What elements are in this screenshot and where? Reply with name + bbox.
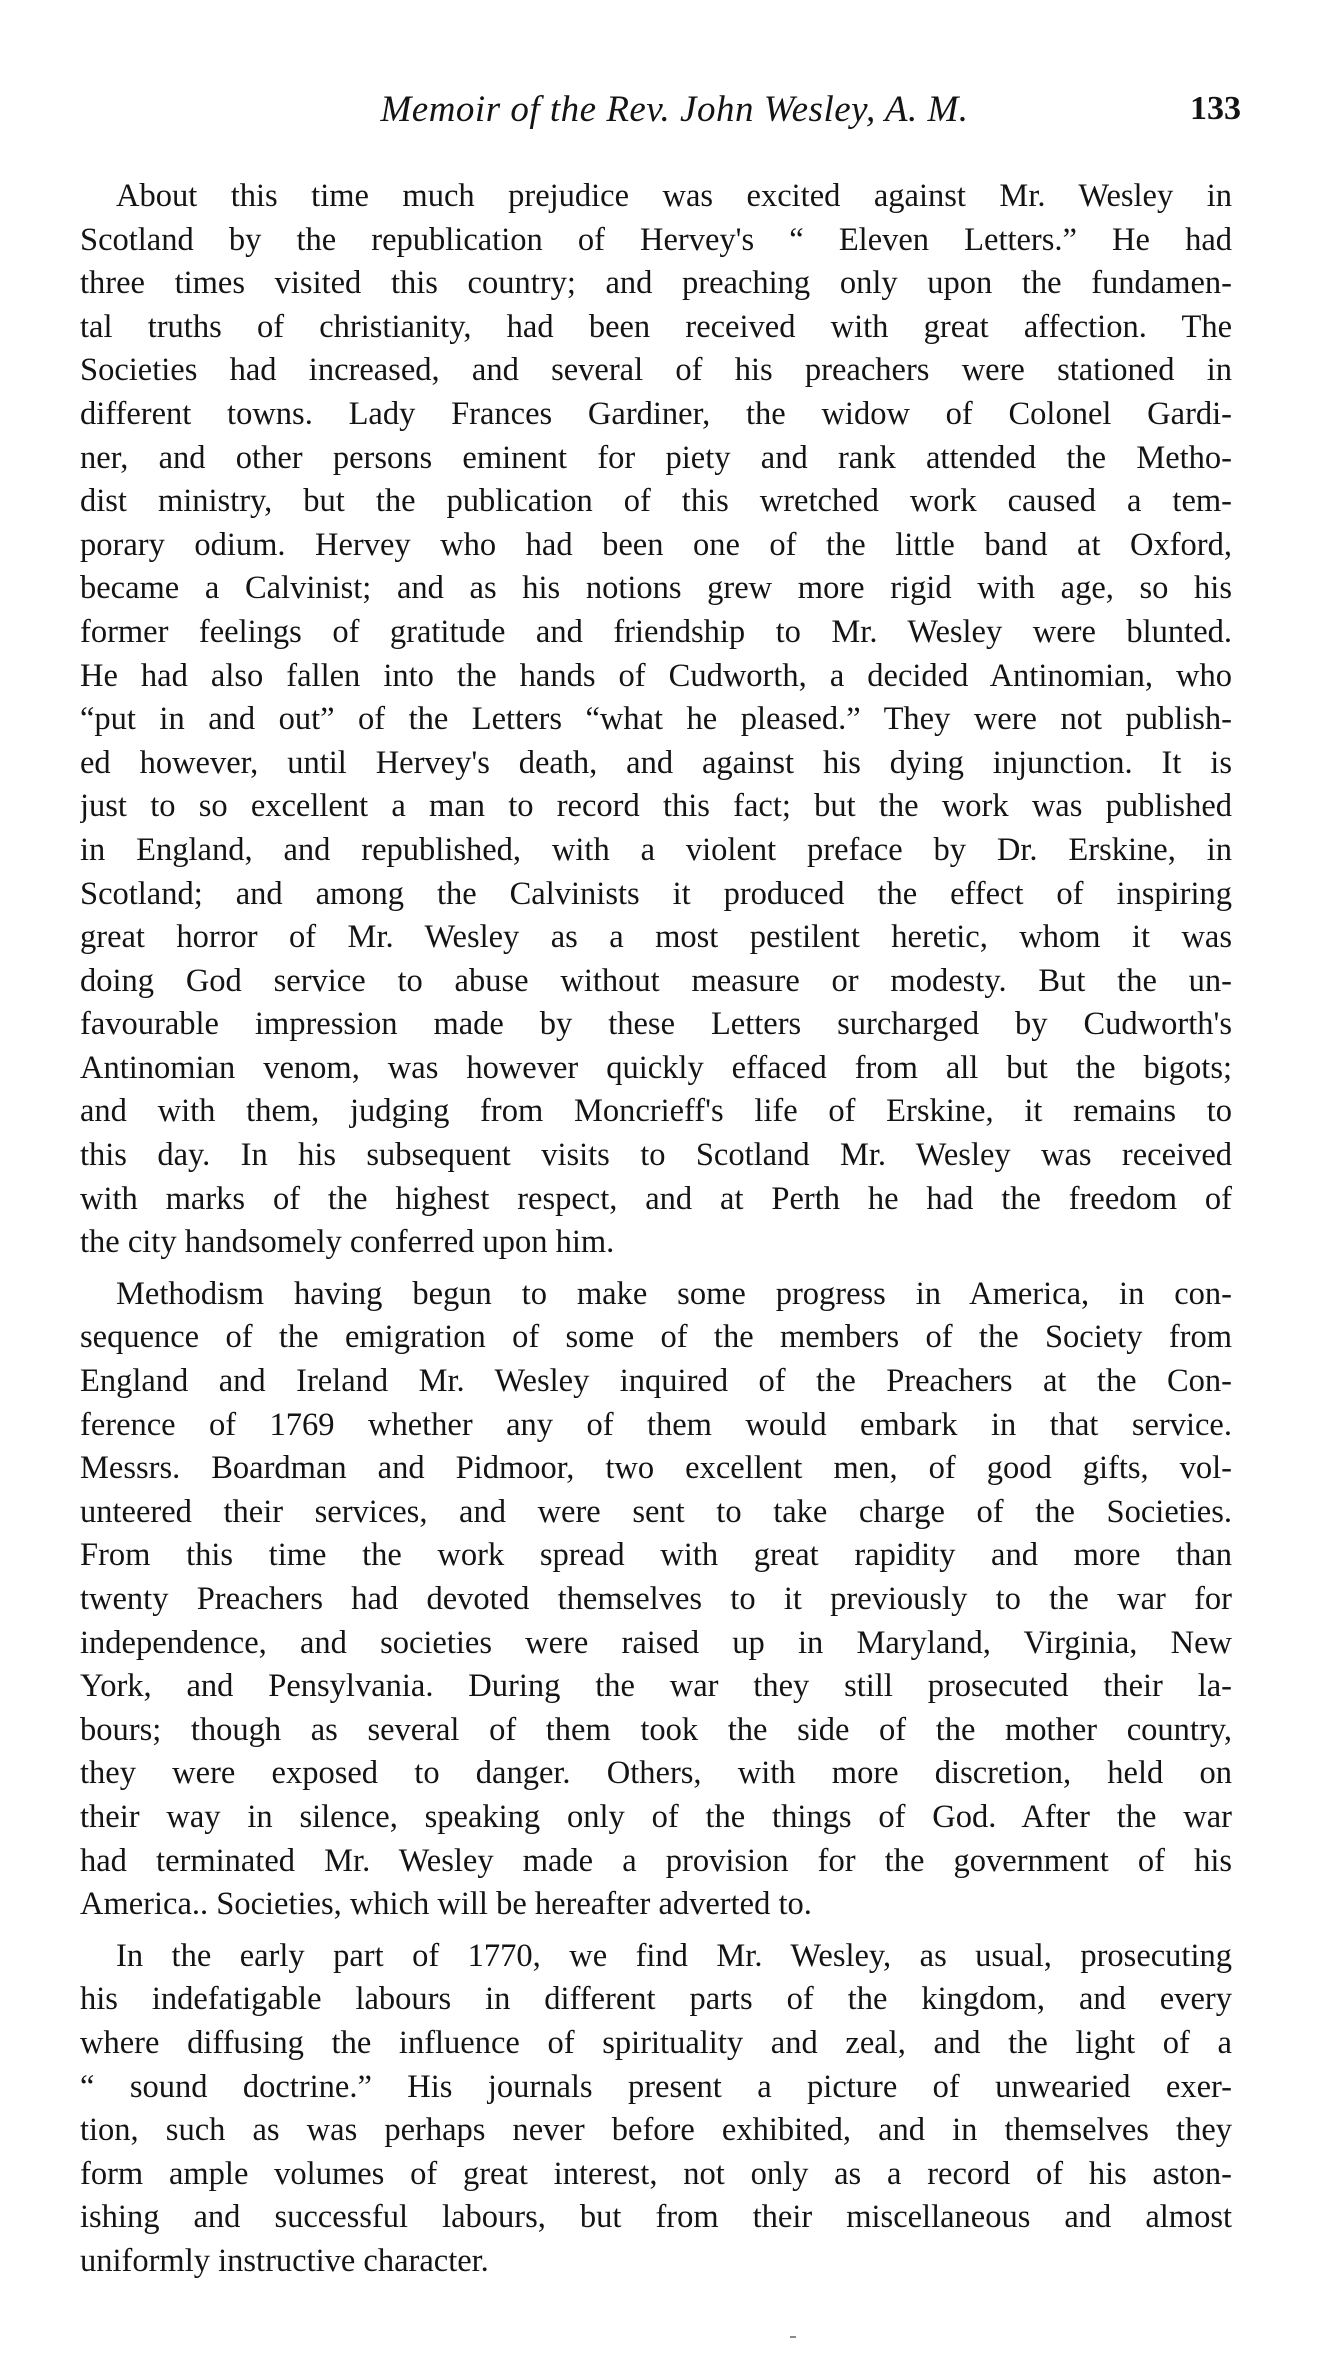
text-line: had terminated Mr. Wesley made a provision for the government of his	[80, 1842, 1232, 1879]
text-line: Antinomian venom, was however quickly effaced from all but the bigots;	[80, 1049, 1232, 1086]
text-line: Messrs. Boardman and Pidmoor, two excellent men, of good gifts, vol-	[80, 1450, 1232, 1487]
running-head	[78, 88, 1241, 138]
text-line: doing God service to abuse without measure or modesty. But the un-	[80, 962, 1232, 999]
text-line: sequence of the emigration of some of the members of the Society from	[80, 1319, 1232, 1356]
text-line: About this time much prejudice was excited against Mr. Wesley in	[116, 178, 1232, 214]
text-line: his indefatigable labours in different parts of the kingdom, and every	[80, 1981, 1232, 2018]
text-line: England and Ireland Mr. Wesley inquired of the Preachers at the Con-	[80, 1363, 1232, 1400]
text-line: In the early part of 1770, we find Mr. Wesley, as usual, prosecuting	[116, 1937, 1232, 1974]
text-line: former feelings of gratitude and friendship to Mr. Wesley were blunted.	[80, 613, 1232, 650]
text-line: where diffusing the influence of spirituality and zeal, and the light of a	[80, 2024, 1232, 2061]
text-line: Scotland; and among the Calvinists it produced the effect of inspiring	[80, 875, 1232, 912]
text-line: this day. In his subsequent visits to Scotland Mr. Wesley was received	[80, 1137, 1232, 1174]
paragraph-gap	[80, 1927, 1232, 1935]
paragraph	[80, 1935, 1232, 2284]
text-line: Societies had increased, and several of his preachers were stationed in	[80, 352, 1232, 389]
text-line: bours; though as several of them took the side of the mother country,	[80, 1711, 1232, 1748]
text-line: Methodism having begun to make some progress in America, in con-	[116, 1275, 1232, 1312]
running-title: Memoir of the Rev. John Wesley, A. M.	[380, 89, 969, 130]
text-line: From this time the work spread with great rapidity and more than	[80, 1537, 1232, 1574]
text-line: became a Calvinist; and as his notions grew more rigid with age, so his	[80, 570, 1232, 607]
text-line: ner, and other persons eminent for piety and rank attended the Metho-	[80, 439, 1232, 476]
text-line: they were exposed to danger. Others, with more discretion, held on	[80, 1755, 1232, 1792]
text-line: He had also fallen into the hands of Cudworth, a decided Antinomian, who	[80, 657, 1232, 694]
text-line: dist ministry, but the publication of this wretched work caused a tem-	[80, 483, 1232, 520]
text-line: unteered their services, and were sent to take charge of the Societies.	[80, 1493, 1232, 1530]
text-line: ference of 1769 whether any of them would embark in that service.	[80, 1406, 1232, 1443]
text-line: tal truths of christianity, had been received with great affection. The	[80, 308, 1232, 345]
text-line: three times visited this country; and preaching only upon the fundamen-	[80, 265, 1232, 302]
text-line: porary odium. Hervey who had been one of the little band at Oxford,	[80, 526, 1232, 563]
text-line: York, and Pensylvania. During the war they still prosecuted their la-	[80, 1668, 1232, 1705]
body-text	[80, 175, 1232, 2284]
text-line: “ sound doctrine.” His journals present a picture of unwearied exer-	[80, 2068, 1232, 2105]
text-line: uniformly instructive character.	[80, 2242, 489, 2279]
text-line: tion, such as was perhaps never before exhibited, and in themselves they	[80, 2112, 1232, 2149]
page-number: 133	[1190, 90, 1241, 127]
text-line: and with them, judging from Moncrieff's life of Erskine, it remains to	[80, 1093, 1232, 1130]
footer-mark	[790, 2336, 796, 2338]
text-line: twenty Preachers had devoted themselves to it previously to the war for	[80, 1581, 1232, 1617]
paragraph	[80, 1273, 1232, 1927]
text-line: independence, and societies were raised up in Maryland, Virginia, New	[80, 1624, 1232, 1661]
text-line: form ample volumes of great interest, not only as a record of his aston-	[80, 2155, 1232, 2192]
text-line: different towns. Lady Frances Gardiner, the widow of Colonel Gardi-	[80, 395, 1232, 432]
text-line: the city handsomely conferred upon him.	[80, 1224, 615, 1261]
text-line: favourable impression made by these Letters surcharged by Cudworth's	[80, 1006, 1232, 1043]
text-line: in England, and republished, with a violent preface by Dr. Erskine, in	[80, 831, 1232, 868]
paragraph-gap	[80, 1265, 1232, 1273]
text-line: Scotland by the republication of Hervey's “ Eleven Letters.” He had	[80, 221, 1232, 258]
paragraph	[80, 175, 1232, 1265]
text-line: “put in and out” of the Letters “what he pleased.” They were not publish-	[80, 701, 1232, 738]
text-line: their way in silence, speaking only of the things of God. After the war	[80, 1798, 1232, 1835]
text-line: America.. Societies, which will be hereafter adverted to.	[80, 1886, 812, 1923]
text-line: ed however, until Hervey's death, and against his dying injunction. It is	[80, 744, 1232, 781]
text-line: just to so excellent a man to record this fact; but the work was published	[80, 788, 1232, 825]
text-line: great horror of Mr. Wesley as a most pestilent heretic, whom it was	[80, 919, 1232, 956]
text-line: with marks of the highest respect, and at Perth he had the freedom of	[80, 1180, 1232, 1217]
text-line: ishing and successful labours, but from their miscellaneous and almost	[80, 2199, 1232, 2236]
